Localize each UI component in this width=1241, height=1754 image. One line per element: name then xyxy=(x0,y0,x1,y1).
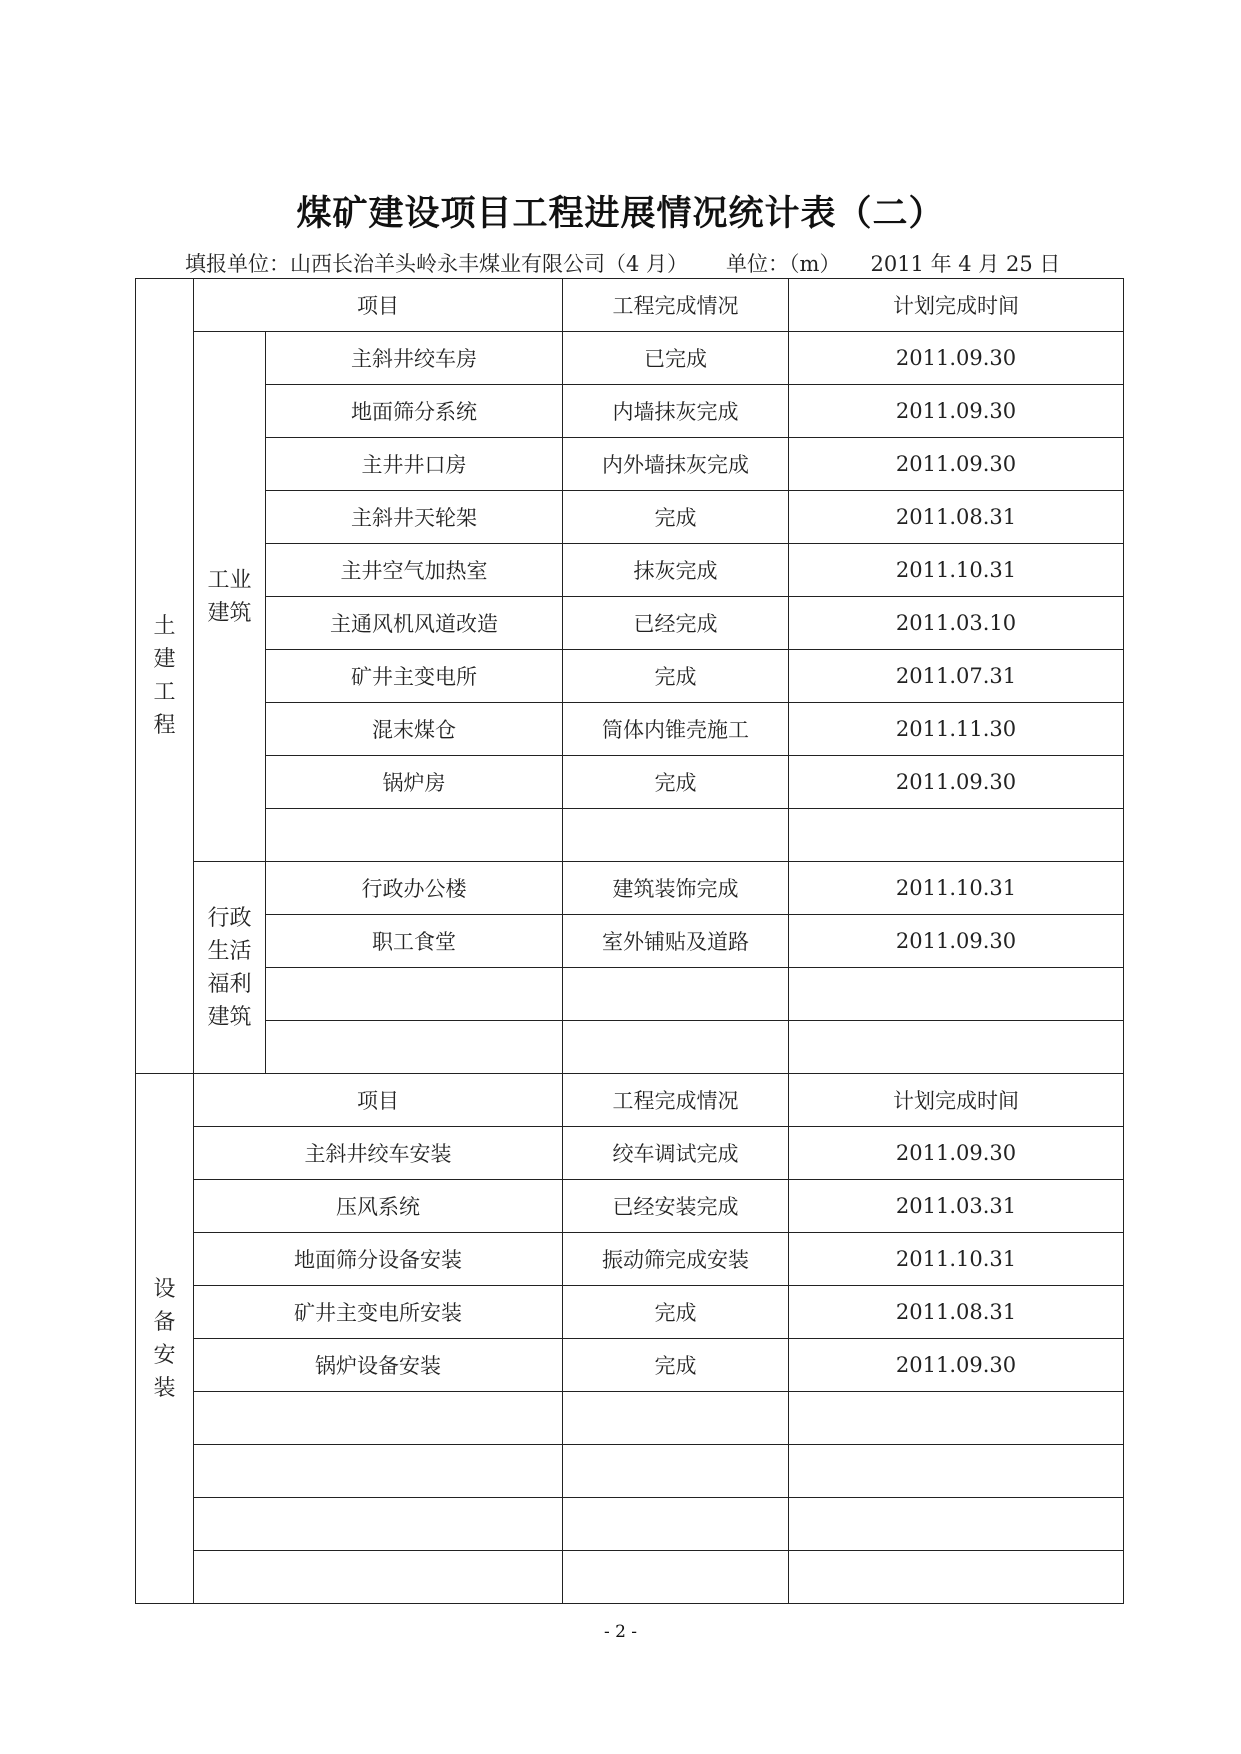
item-cell: 主通风机风道改造 xyxy=(266,597,563,650)
item-cell: 锅炉设备安装 xyxy=(194,1339,563,1392)
table-row xyxy=(136,491,1124,544)
date-cell xyxy=(789,809,1124,862)
table-row xyxy=(136,1180,1124,1233)
table-row xyxy=(136,915,1124,968)
status-cell: 完成 xyxy=(563,1286,789,1339)
item-cell: 混末煤仓 xyxy=(266,703,563,756)
table-row xyxy=(136,332,1124,385)
header-planned: 计划完成时间 xyxy=(789,279,1124,332)
report-date: 2011 年 4 月 25 日 xyxy=(870,252,1061,276)
date-cell xyxy=(789,1551,1124,1604)
table-row xyxy=(136,1551,1124,1604)
header-item: 项目 xyxy=(194,279,563,332)
table-row xyxy=(136,650,1124,703)
item-cell: 主斜井绞车房 xyxy=(266,332,563,385)
item-cell: 主斜井绞车安装 xyxy=(194,1127,563,1180)
status-cell: 完成 xyxy=(563,1339,789,1392)
table-row xyxy=(136,597,1124,650)
table-row xyxy=(136,1445,1124,1498)
civil-header-row xyxy=(136,279,1124,332)
item-cell xyxy=(266,809,563,862)
page-number: - 2 - xyxy=(603,1622,638,1642)
status-cell: 绞车调试完成 xyxy=(563,1127,789,1180)
status-cell: 完成 xyxy=(563,491,789,544)
equipment-header-row xyxy=(136,1074,1124,1127)
status-cell xyxy=(563,809,789,862)
table-row xyxy=(136,756,1124,809)
status-cell: 完成 xyxy=(563,756,789,809)
admin-group-label: 行政 生活 福利 建筑 xyxy=(194,862,266,1074)
date-cell: 2011.03.10 xyxy=(789,597,1124,650)
date-cell: 2011.10.31 xyxy=(789,862,1124,915)
status-cell xyxy=(563,1021,789,1074)
item-cell xyxy=(266,968,563,1021)
item-cell xyxy=(194,1498,563,1551)
header-item: 项目 xyxy=(194,1074,563,1127)
date-cell: 2011.10.31 xyxy=(789,1233,1124,1286)
table-row xyxy=(136,809,1124,862)
header-status: 工程完成情况 xyxy=(563,1074,789,1127)
item-cell: 矿井主变电所安装 xyxy=(194,1286,563,1339)
reporting-unit: 填报单位：山西长治羊头岭永丰煤业有限公司（4 月） xyxy=(185,252,689,276)
header-status: 工程完成情况 xyxy=(563,279,789,332)
date-cell: 2011.09.30 xyxy=(789,1339,1124,1392)
table-row xyxy=(136,1021,1124,1074)
status-cell: 振动筛完成安装 xyxy=(563,1233,789,1286)
status-cell: 抹灰完成 xyxy=(563,544,789,597)
table-row xyxy=(136,438,1124,491)
date-cell: 2011.08.31 xyxy=(789,1286,1124,1339)
date-cell: 2011.08.31 xyxy=(789,491,1124,544)
table-row xyxy=(136,1233,1124,1286)
progress-table xyxy=(135,278,1124,1604)
status-cell: 内墙抹灰完成 xyxy=(563,385,789,438)
table-row xyxy=(136,385,1124,438)
status-cell: 室外铺贴及道路 xyxy=(563,915,789,968)
status-cell xyxy=(563,1498,789,1551)
date-cell: 2011.07.31 xyxy=(789,650,1124,703)
item-cell: 主斜井天轮架 xyxy=(266,491,563,544)
item-cell xyxy=(194,1392,563,1445)
status-cell: 筒体内锥壳施工 xyxy=(563,703,789,756)
table-row xyxy=(136,1127,1124,1180)
table-row xyxy=(136,1392,1124,1445)
date-cell xyxy=(789,1021,1124,1074)
report-meta xyxy=(185,248,1060,278)
date-cell: 2011.11.30 xyxy=(789,703,1124,756)
date-cell: 2011.10.31 xyxy=(789,544,1124,597)
date-cell xyxy=(789,968,1124,1021)
measure-unit: 单位：（m） xyxy=(726,252,841,276)
date-cell: 2011.09.30 xyxy=(789,332,1124,385)
equipment-section-label: 设 备 安 装 xyxy=(136,1074,194,1604)
item-cell: 主井空气加热室 xyxy=(266,544,563,597)
status-cell xyxy=(563,1445,789,1498)
status-cell: 完成 xyxy=(563,650,789,703)
industrial-group-label: 工业 建筑 xyxy=(194,332,266,862)
date-cell: 2011.09.30 xyxy=(789,385,1124,438)
table-row xyxy=(136,703,1124,756)
date-cell xyxy=(789,1392,1124,1445)
date-cell xyxy=(789,1445,1124,1498)
status-cell: 已完成 xyxy=(563,332,789,385)
item-cell xyxy=(266,1021,563,1074)
status-cell: 已经安装完成 xyxy=(563,1180,789,1233)
table-row xyxy=(136,1339,1124,1392)
status-cell xyxy=(563,1392,789,1445)
table-row xyxy=(136,544,1124,597)
date-cell: 2011.03.31 xyxy=(789,1180,1124,1233)
item-cell: 锅炉房 xyxy=(266,756,563,809)
date-cell: 2011.09.30 xyxy=(789,915,1124,968)
table-row xyxy=(136,1498,1124,1551)
header-planned: 计划完成时间 xyxy=(789,1074,1124,1127)
date-cell: 2011.09.30 xyxy=(789,438,1124,491)
item-cell: 职工食堂 xyxy=(266,915,563,968)
item-cell: 矿井主变电所 xyxy=(266,650,563,703)
table-row xyxy=(136,1286,1124,1339)
item-cell: 行政办公楼 xyxy=(266,862,563,915)
item-cell xyxy=(194,1445,563,1498)
status-cell xyxy=(563,1551,789,1604)
status-cell xyxy=(563,968,789,1021)
item-cell: 压风系统 xyxy=(194,1180,563,1233)
date-cell xyxy=(789,1498,1124,1551)
table-row xyxy=(136,862,1124,915)
item-cell: 地面筛分设备安装 xyxy=(194,1233,563,1286)
status-cell: 内外墙抹灰完成 xyxy=(563,438,789,491)
progress-table-body xyxy=(136,279,1124,1604)
civil-section-label: 土 建 工 程 xyxy=(136,279,194,1074)
date-cell: 2011.09.30 xyxy=(789,756,1124,809)
item-cell: 主井井口房 xyxy=(266,438,563,491)
item-cell xyxy=(194,1551,563,1604)
date-cell: 2011.09.30 xyxy=(789,1127,1124,1180)
table-row xyxy=(136,968,1124,1021)
item-cell: 地面筛分系统 xyxy=(266,385,563,438)
document-title: 煤矿建设项目工程进展情况统计表（二） xyxy=(296,193,945,234)
status-cell: 建筑装饰完成 xyxy=(563,862,789,915)
status-cell: 已经完成 xyxy=(563,597,789,650)
